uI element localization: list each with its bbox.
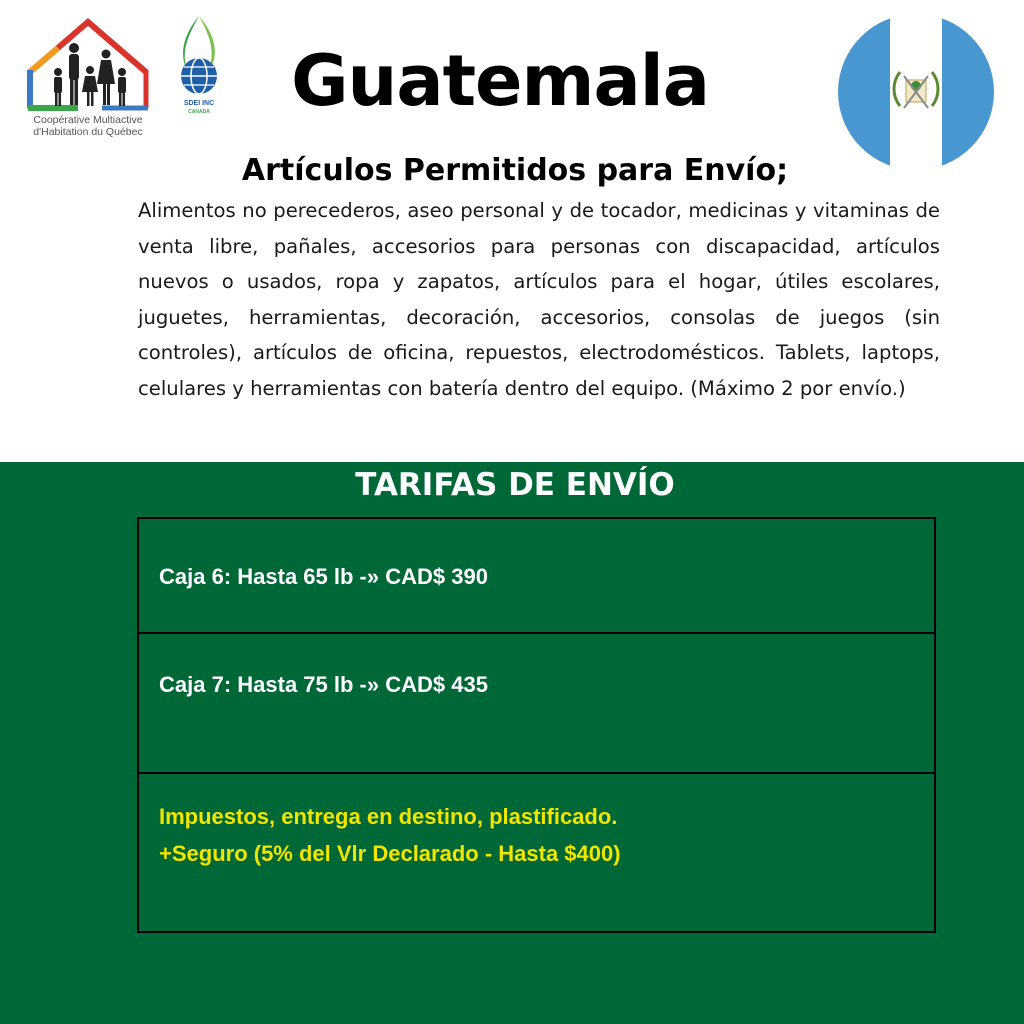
rate-row [139,519,934,634]
rates-table [137,517,936,933]
family-house-icon [18,14,158,114]
rate-row [139,634,934,774]
cooperative-caption-line1: Coopérative Multiactive [33,114,143,126]
sdei-caption: SDEI INC [183,100,215,107]
allowed-items-heading: Artículos Permitidos para Envío; [241,153,789,188]
rate-row-label: Caja 7: Hasta 75 lb -» CAD$ 435 [159,672,488,697]
cooperative-logo-caption [18,114,158,138]
rate-notes-line1: Impuestos, entrega en destino, plastificado. [159,804,618,829]
sdei-logo-caption [166,100,232,116]
rate-notes-row [139,774,934,931]
rates-heading: TARIFAS DE ENVÍO [355,467,675,503]
guatemala-flag-icon [838,14,994,170]
cooperative-logo [18,14,158,144]
cooperative-caption-line2: d'Habitation du Québec [33,126,143,138]
sdei-subcaption: CANADA [188,109,210,115]
globe-leaf-icon [166,14,232,100]
sdei-logo [166,14,232,124]
rate-notes [159,798,621,872]
rate-row-label: Caja 6: Hasta 65 lb -» CAD$ 390 [159,564,488,589]
allowed-items-text: Alimentos no perecederos, aseo personal y de tocador, medicinas y vitaminas de venta libre, pañales, accesorios para personas con discapacidad, artículos nuevos o usados, ropa y zapatos, artículos para el hogar, útiles escolares, juguetes, herramientas, decoración, accesorios, consolas de juegos (sin controles), artículos de oficina, repuestos, electrodomésticos. Tablets, laptops, celulares y herramientas con batería dentro del equipo. (Máximo 2 por envío.) [138,199,940,400]
page-title: Guatemala [291,40,709,122]
rate-notes-line2: +Seguro (5% del Vlr Declarado - Hasta $400) [159,841,621,866]
